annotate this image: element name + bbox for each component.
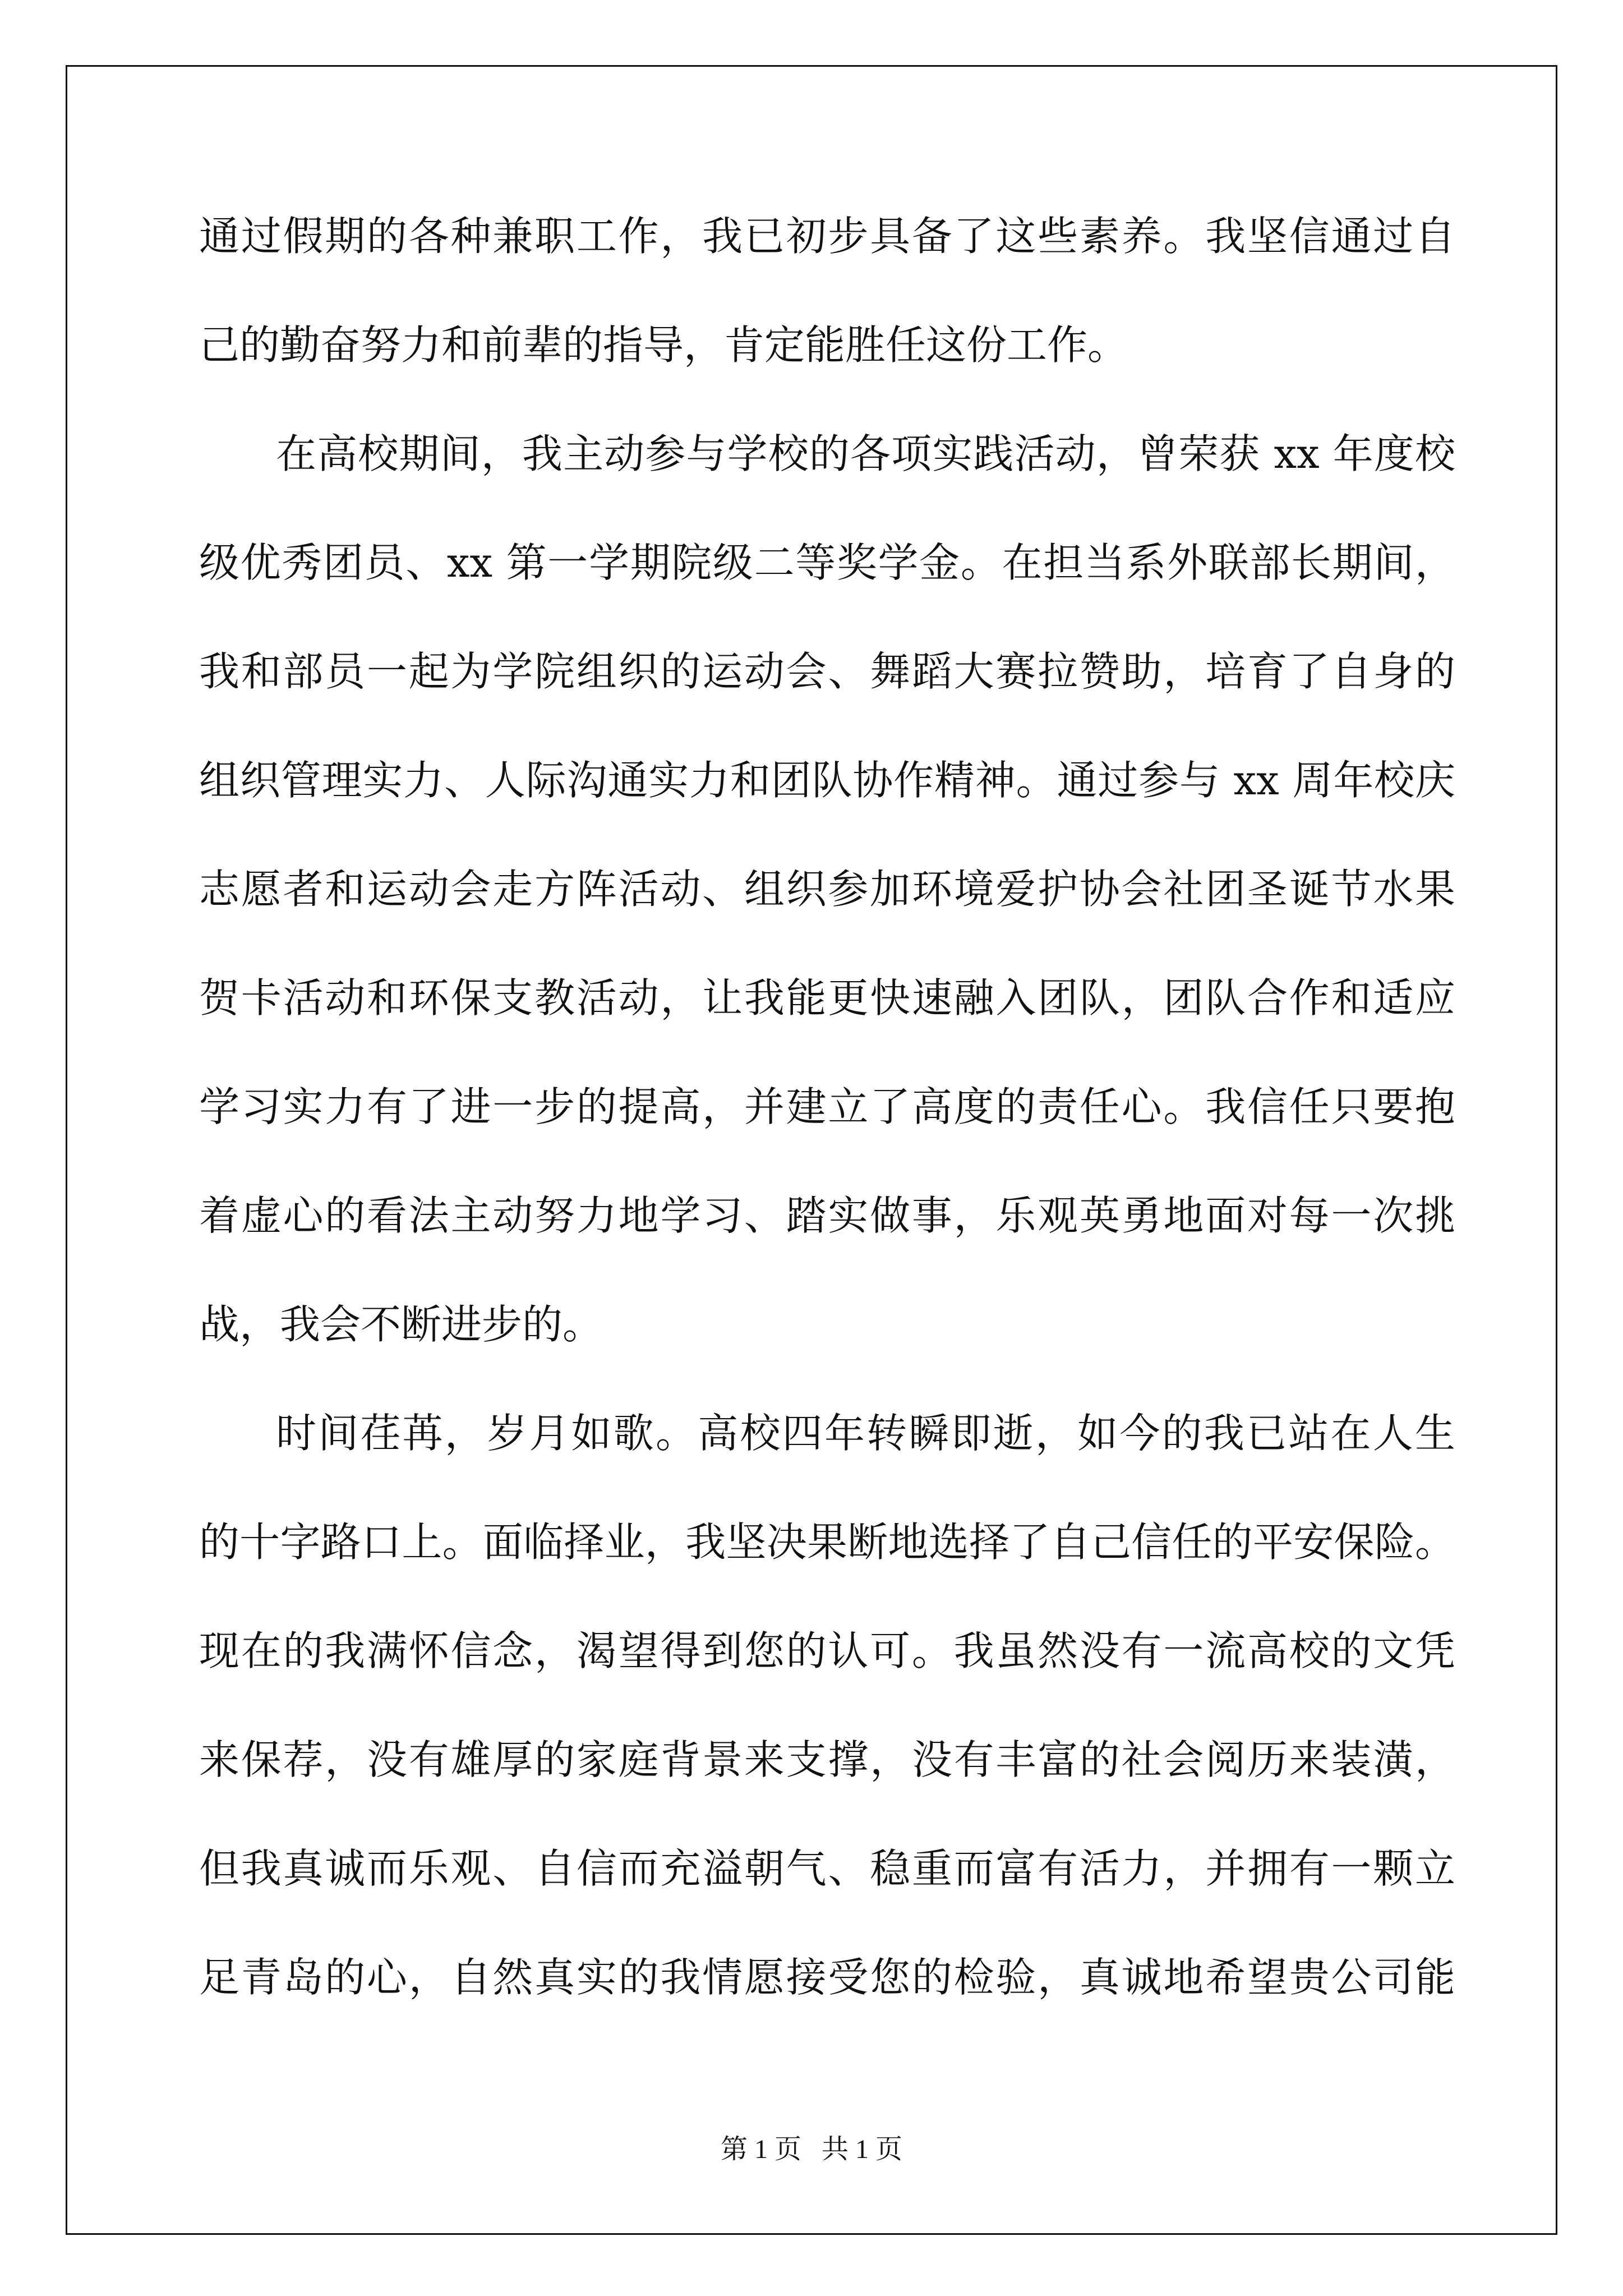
document-body [199, 213, 1455, 2066]
text-line: 学习实力有了进一步的提高，并建立了高度的责任心。我信任只要抱 [199, 1083, 1455, 1130]
text-line: 但我真诚而乐观、自信而充溢朝气、稳重而富有活力，并拥有一颗立 [199, 1845, 1455, 1892]
text-line: 级优秀团员、xx 第一学期院级二等奖学金。在担当系外联部长期间， [199, 539, 1455, 586]
text-line: 着虚心的看法主动努力地学习、踏实做事，乐观英勇地面对每一次挑 [199, 1192, 1455, 1239]
text-line: 通过假期的各种兼职工作，我已初步具备了这些素养。我坚信通过自 [199, 213, 1455, 260]
text-line: 己的勤奋努力和前辈的指导，肯定能胜任这份工作。 [199, 321, 1128, 369]
text-line: 足青岛的心，自然真实的我情愿接受您的检验，真诚地希望贵公司能 [199, 1954, 1455, 2001]
text-line: 现在的我满怀信念，渴望得到您的认可。我虽然没有一流高校的文凭 [199, 1627, 1455, 1674]
text-line: 的十字路口上。面临择业，我坚决果断地选择了自己信任的平安保险。 [199, 1519, 1455, 1566]
text-line: 来保荐，没有雄厚的家庭背景来支撑，没有丰富的社会阅历来装潢， [199, 1736, 1455, 1783]
text-line: 我和部员一起为学院组织的运动会、舞蹈大赛拉赞助，培育了自身的 [199, 648, 1455, 695]
text-line: 战，我会不断进步的。 [199, 1301, 603, 1348]
text-line: 志愿者和运动会走方阵活动、组织参加环境爱护协会社团圣诞节水果 [199, 866, 1455, 913]
text-line: 时间荏苒，岁月如歌。高校四年转瞬即逝，如今的我已站在人生 [276, 1410, 1455, 1457]
text-line: 在高校期间，我主动参与学校的各项实践活动，曾荣获 xx 年度校 [276, 430, 1455, 477]
text-line: 贺卡活动和环保支教活动，让我能更快速融入团队，团队合作和适应 [199, 974, 1455, 1022]
page-footer: 第 1 页 共 1 页 [720, 2134, 902, 2164]
text-line: 组织管理实力、人际沟通实力和团队协作精神。通过参与 xx 周年校庆 [199, 757, 1455, 804]
